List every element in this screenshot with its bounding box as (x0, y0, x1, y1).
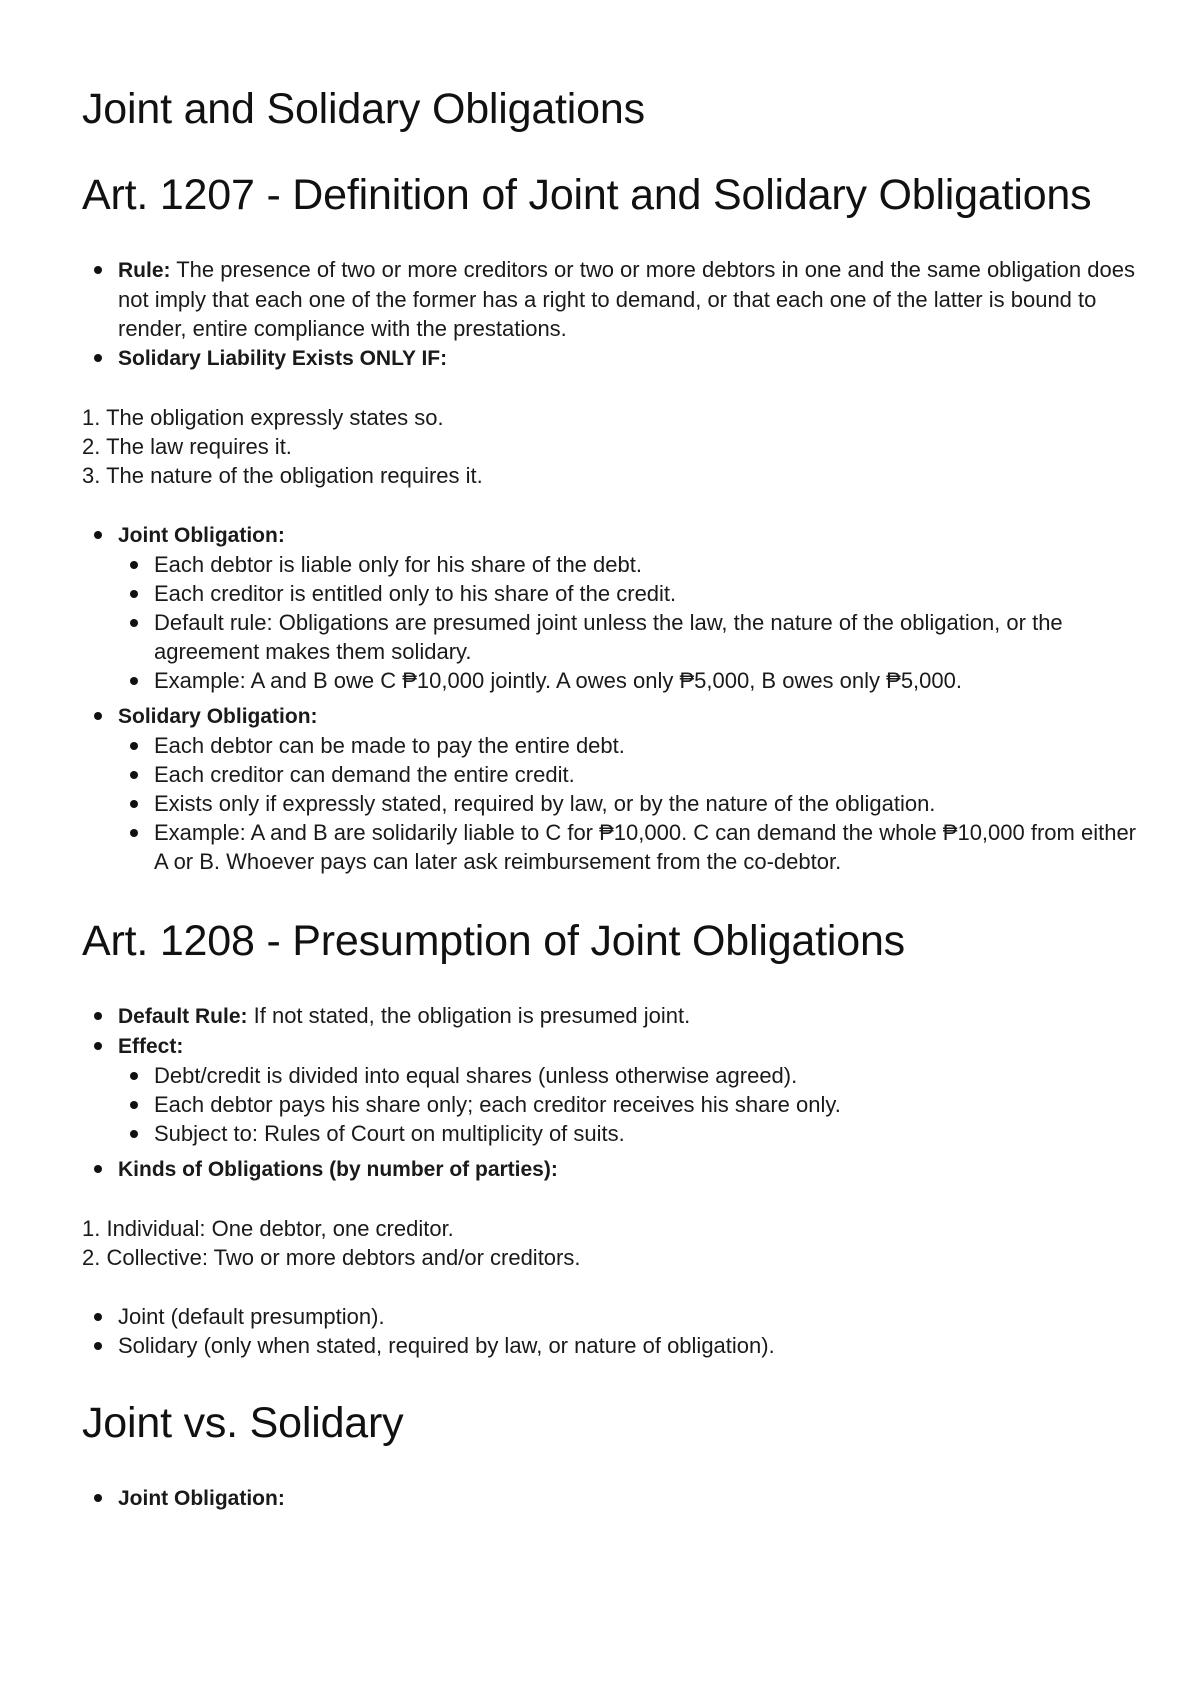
list-item: Subject to: Rules of Court on multiplicity of suits. (118, 1119, 1142, 1148)
default-rule-label: Default Rule: (118, 1005, 248, 1028)
list-item: Each debtor can be made to pay the entire debt. (118, 731, 1142, 760)
art-1208-heading: Art. 1208 - Presumption of Joint Obligations (82, 917, 905, 965)
list-item: Solidary (only when stated, required by law, or nature of obligation). (82, 1331, 1142, 1360)
list-item: Debt/credit is divided into equal shares (unless otherwise agreed). (118, 1061, 1142, 1090)
kinds-list (82, 1214, 1142, 1272)
rule-item (82, 255, 1142, 343)
collective-kinds-list (82, 1302, 1142, 1360)
joint-label: Joint Obligation: (118, 524, 285, 547)
joint-sub-list (118, 550, 1142, 695)
joint-obligation-item (82, 1483, 1142, 1513)
page-title: Joint and Solidary Obligations (82, 85, 645, 133)
document-page (82, 80, 1142, 1513)
comparison-joint-label: Joint Obligation: (118, 1487, 285, 1510)
art-1208-bullets (82, 1001, 1142, 1184)
list-item: Example: A and B owe C ₱10,000 jointly. A owes only ₱5,000, B owes only ₱5,000. (118, 666, 1142, 695)
rule-label: Rule: (118, 259, 171, 282)
comparison-bullets (82, 1483, 1142, 1513)
solidary-obligation-item (82, 701, 1142, 876)
list-item: Each debtor pays his share only; each creditor receives his share only. (118, 1090, 1142, 1119)
rule-text: The presence of two or more creditors or two or more debtors in one and the same obligation does not imply that each one of the former has a right to demand, or that each one of the latter is bound to render, entire compliance with the prestations. (118, 257, 1135, 341)
solidary-exists-label: Solidary Liability Exists ONLY IF: (118, 347, 448, 370)
list-item: Each debtor is liable only for his share of the debt. (118, 550, 1142, 579)
kinds-label: Kinds of Obligations (by number of parties): (118, 1158, 558, 1181)
effect-label: Effect: (118, 1035, 184, 1058)
list-item: 1. The obligation expressly states so. (82, 405, 444, 430)
solidary-exists-item (82, 343, 1142, 373)
list-item: Joint (default presumption). (82, 1302, 1142, 1331)
art-1207-bullets (82, 255, 1142, 373)
solidary-label: Solidary Obligation: (118, 705, 318, 728)
art-1207-heading: Art. 1207 - Definition of Joint and Solidary Obligations (82, 171, 1092, 219)
comparison-heading: Joint vs. Solidary (82, 1399, 404, 1447)
effect-item (82, 1031, 1142, 1148)
list-item: Each creditor is entitled only to his share of the credit. (118, 579, 1142, 608)
list-item: Default rule: Obligations are presumed joint unless the law, the nature of the obligation, or the agreement makes them solidary. (118, 608, 1142, 666)
joint-obligation-item (82, 520, 1142, 695)
list-item: Each creditor can demand the entire credit. (118, 760, 1142, 789)
list-item: Example: A and B are solidarily liable to C for ₱10,000. C can demand the whole ₱10,000 from either A or B. Whoever pays can later ask reimbursement from the co-debtor. (118, 818, 1142, 876)
solidary-sub-list (118, 731, 1142, 876)
default-rule-text: If not stated, the obligation is presumed joint. (247, 1003, 691, 1028)
list-item: 2. The law requires it. (82, 434, 292, 459)
obligation-types-list (82, 520, 1142, 876)
default-rule-item (82, 1001, 1142, 1031)
effect-sub-list (118, 1061, 1142, 1148)
list-item: 1. Individual: One debtor, one creditor. (82, 1216, 454, 1241)
conditions-list (82, 403, 1142, 490)
list-item: 2. Collective: Two or more debtors and/or creditors. (82, 1245, 581, 1270)
kinds-item (82, 1154, 1142, 1184)
list-item: Exists only if expressly stated, required by law, or by the nature of the obligation. (118, 789, 1142, 818)
list-item: 3. The nature of the obligation requires it. (82, 463, 483, 488)
